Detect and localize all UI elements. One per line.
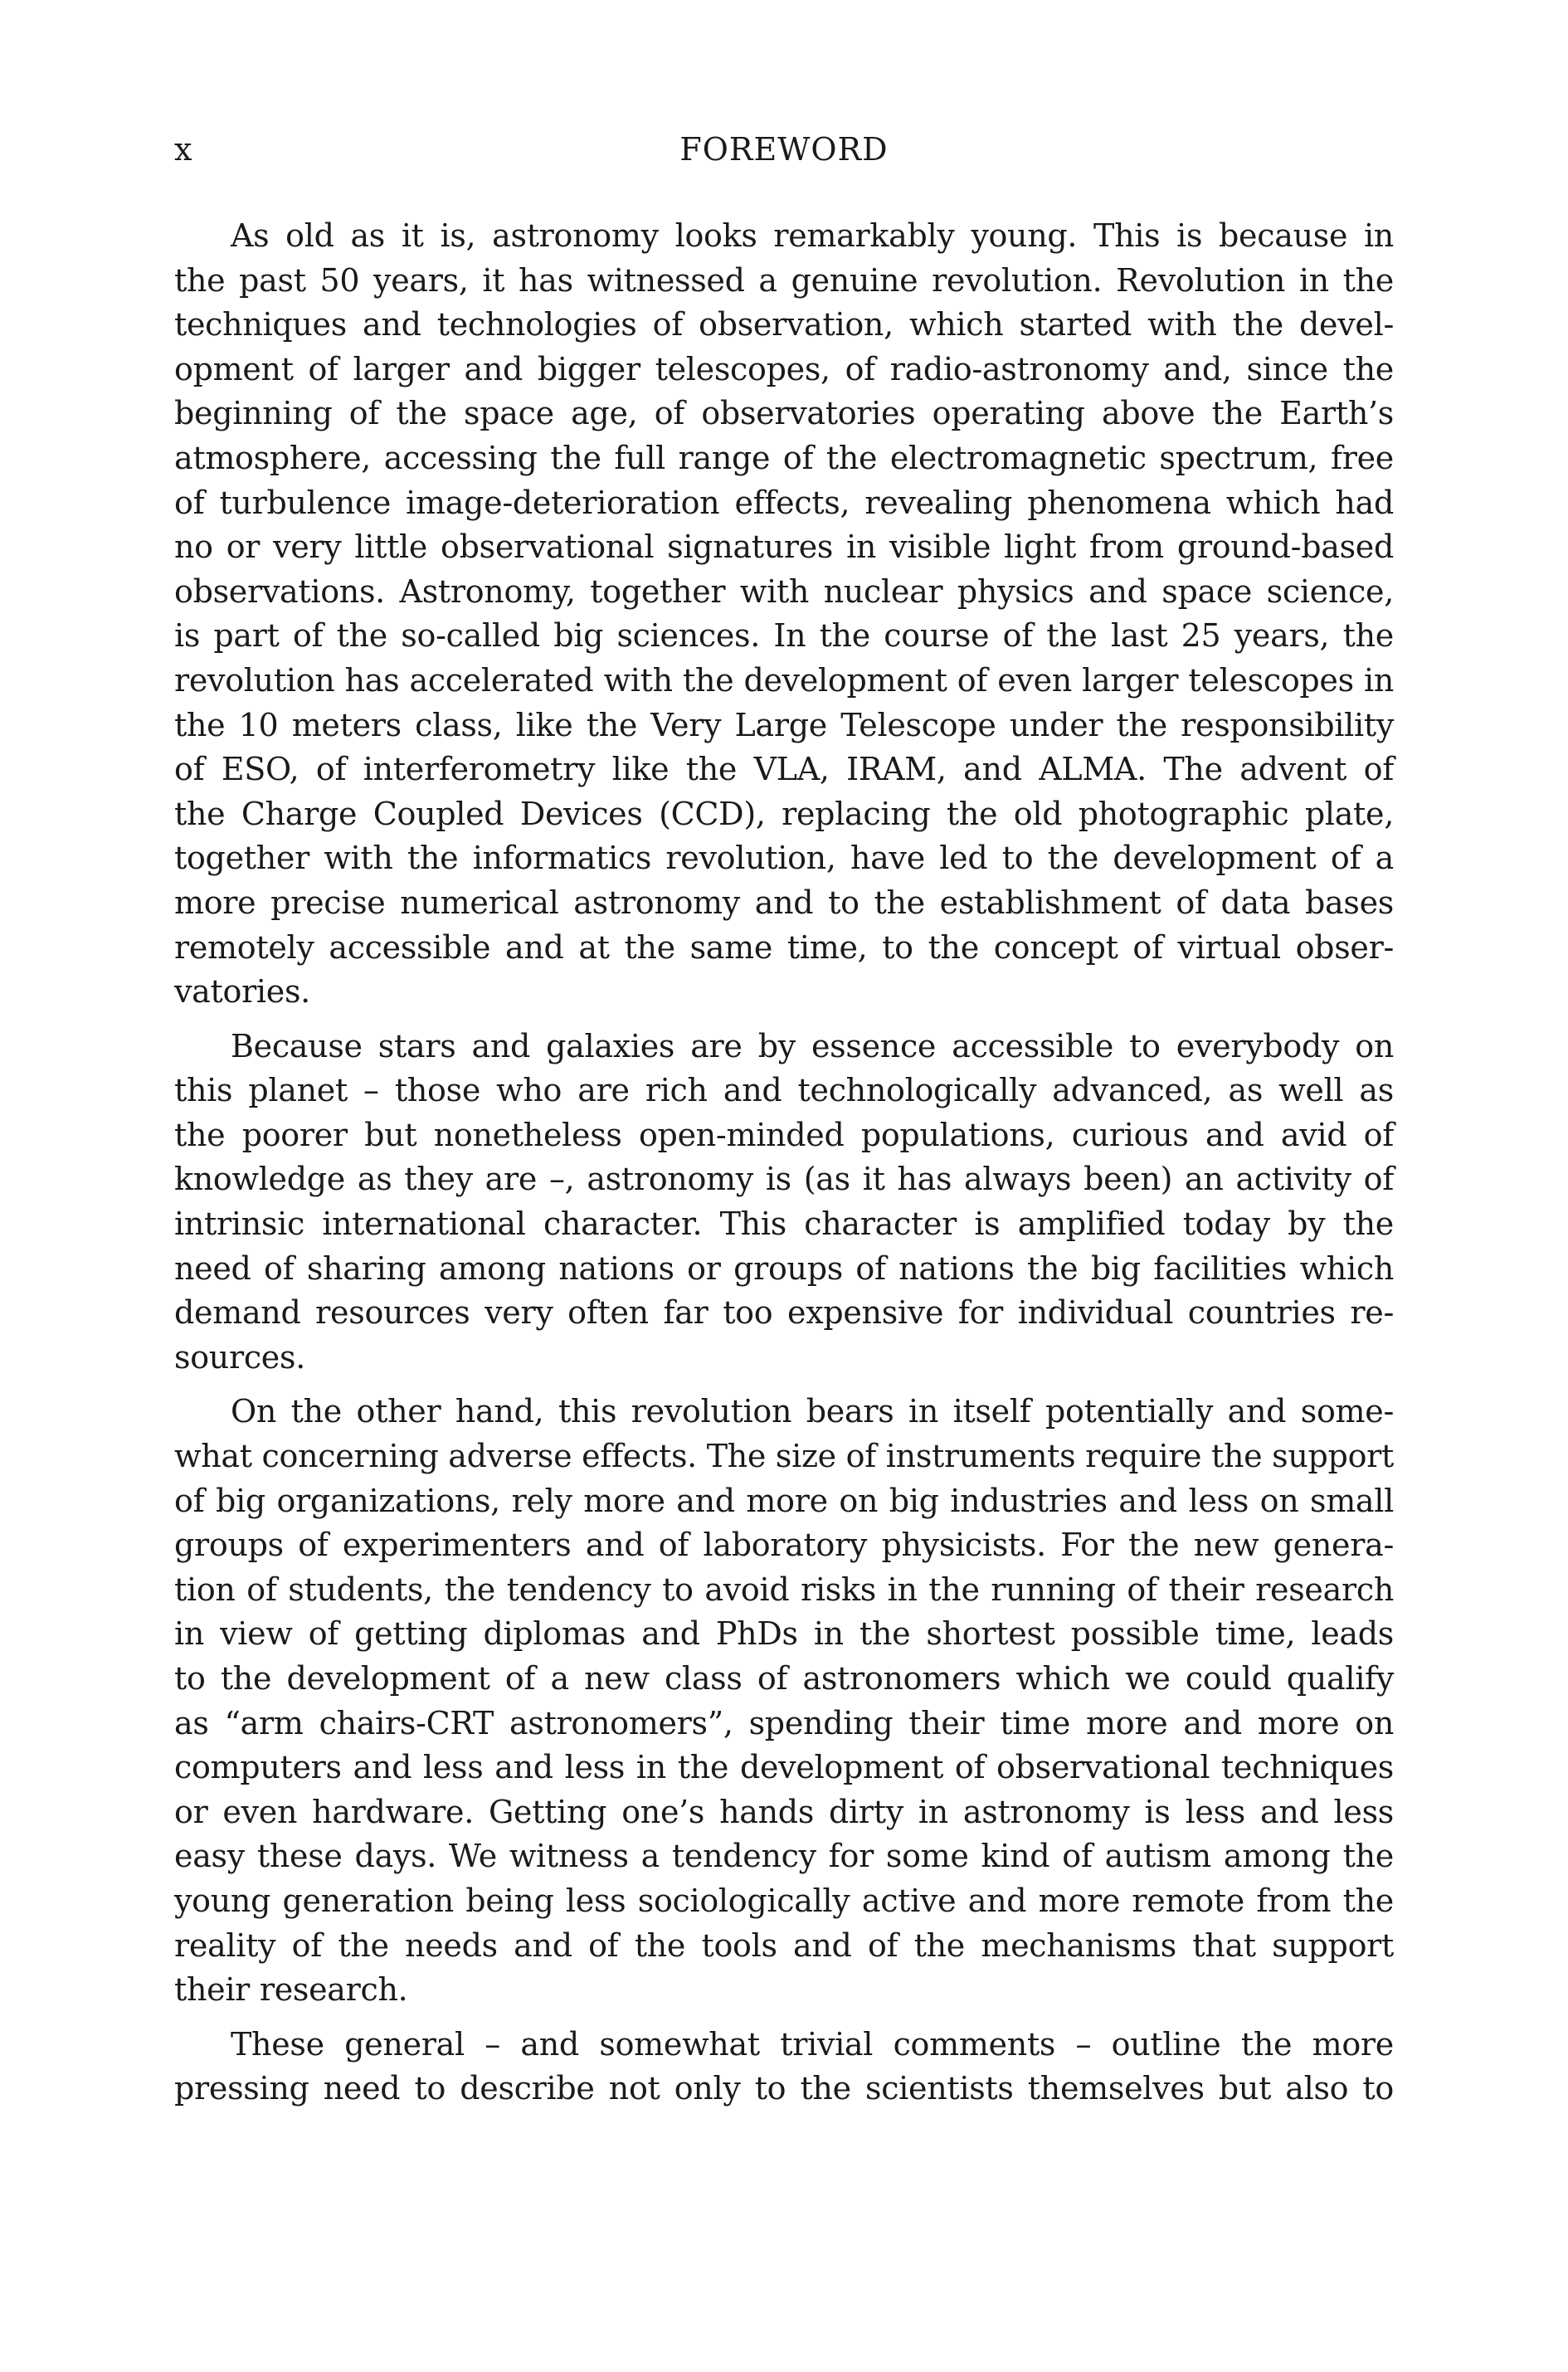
text-line: techniques and technologies of observation, which started with the devel- [174, 306, 1394, 343]
text-line: together with the informatics revolution, have led to the development of a [174, 840, 1394, 877]
text-line: demand resources very often far too expensive for individual countries re- [174, 1294, 1394, 1332]
text-line: no or very little observational signatures in visible light from ground-based [174, 528, 1394, 566]
text-line: opment of larger and bigger telescopes, of radio-astronomy and, since the [174, 350, 1394, 387]
text-line: the 10 meters class, like the Very Large Telescope under the responsibility [174, 706, 1394, 743]
text-line: knowledge as they are –, astronomy is (as it has always been) an activity of [174, 1161, 1394, 1198]
text-line: of turbulence image-deterioration effects, revealing phenomena which had [174, 484, 1394, 521]
text-line: revolution has accelerated with the development of even larger telescopes in [174, 661, 1394, 699]
paragraph [174, 2023, 1394, 2111]
text-line: easy these days. We witness a tendency for some kind of autism among the [174, 1838, 1394, 1875]
text-line: As old as it is, astronomy looks remarkably young. This is because in [231, 217, 1394, 254]
text-line: computers and less and less in the development of observational techniques [174, 1749, 1394, 1786]
text-line: vatories. [174, 973, 310, 1011]
text-line: the past 50 years, it has witnessed a genuine revolution. Revolution in the [174, 261, 1394, 299]
text-line: of ESO, of interferometry like the VLA, IRAM, and ALMA. The advent of [174, 751, 1394, 788]
text-line: On the other hand, this revolution bears in itself potentially and some- [231, 1393, 1394, 1430]
text-line: groups of experimenters and of laboratory physicists. For the new genera- [174, 1527, 1394, 1564]
running-head [174, 129, 1394, 170]
text-line: intrinsic international character. This character is amplified today by the [174, 1205, 1394, 1243]
text-line: this planet – those who are rich and technologically advanced, as well as [174, 1072, 1394, 1109]
text-line: in view of getting diplomas and PhDs in the shortest possible time, leads [174, 1615, 1394, 1653]
text-line: their research. [174, 1971, 408, 2009]
running-title: FOREWORD [679, 131, 889, 168]
text-line: Because stars and galaxies are by essence accessible to everybody on [231, 1027, 1394, 1064]
text-line: is part of the so-called big sciences. In the course of the last 25 years, the [174, 617, 1394, 655]
text-line: tion of students, the tendency to avoid risks in the running of their research [174, 1571, 1394, 1608]
text-line: pressing need to describe not only to the scientists themselves but also to [174, 2070, 1394, 2107]
text-line: young generation being less sociologically active and more remote from the [174, 1882, 1394, 1919]
text-line: to the development of a new class of astronomers which we could qualify [174, 1660, 1394, 1697]
paragraph [174, 214, 1394, 1015]
text-line: the poorer but nonetheless open-minded populations, curious and avid of [174, 1116, 1394, 1153]
body-text [174, 214, 1394, 2111]
text-line: or even hardware. Getting one’s hands dirty in astronomy is less and less [174, 1793, 1394, 1830]
text-line: These general – and somewhat trivial comments – outline the more [231, 2025, 1394, 2063]
text-line: of big organizations, rely more and more on big industries and less on small [174, 1482, 1394, 1519]
text-line: need of sharing among nations or groups of nations the big facilities which [174, 1249, 1394, 1287]
text-line: atmosphere, accessing the full range of the electromagnetic spectrum, free [174, 439, 1394, 476]
text-line: observations. Astronomy, together with nuclear physics and space science, [174, 572, 1394, 610]
text-line: as “arm chairs-CRT astronomers”, spending their time more and more on [174, 1704, 1394, 1741]
text-line: reality of the needs and of the tools and of the mechanisms that support [174, 1926, 1394, 1964]
text-line: sources. [174, 1338, 305, 1376]
text-line: the Charge Coupled Devices (CCD), replacing the old photographic plate, [174, 795, 1394, 832]
text-line: remotely accessible and at the same time, to the concept of virtual obser- [174, 928, 1394, 966]
text-line: what concerning adverse effects. The size of instruments require the support [174, 1438, 1394, 1475]
paragraph [174, 1025, 1394, 1381]
page-number: x [174, 131, 192, 168]
text-line: beginning of the space age, of observatories operating above the Earth’s [174, 395, 1394, 432]
paragraph [174, 1390, 1394, 2012]
text-line: more precise numerical astronomy and to the establishment of data bases [174, 884, 1394, 921]
